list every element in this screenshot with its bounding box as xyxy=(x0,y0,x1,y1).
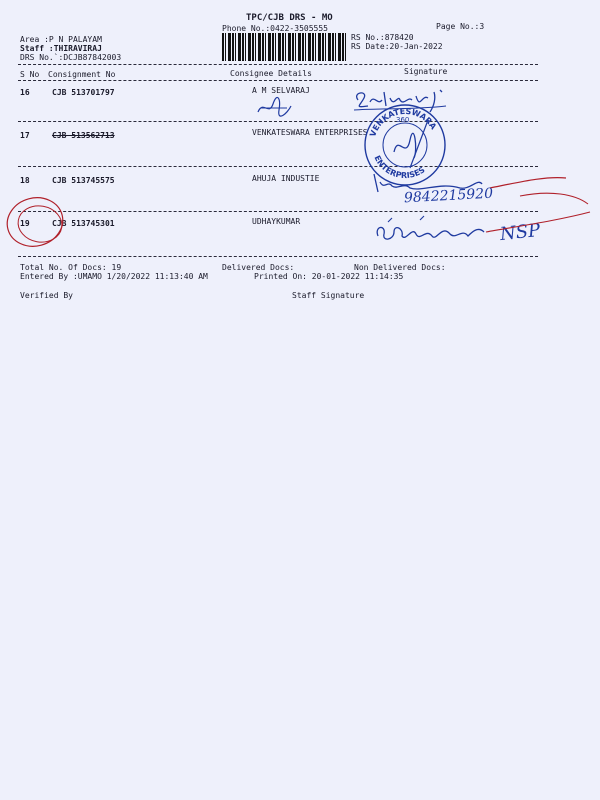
row-sno: 17 xyxy=(20,131,30,140)
row-divider xyxy=(18,166,538,167)
row-sno: 18 xyxy=(20,176,30,185)
row-sno: 19 xyxy=(20,219,30,228)
rs-number: RS No.:878420 xyxy=(351,33,414,42)
col-signature: Signature xyxy=(404,67,448,76)
printed-on: Printed On: 20-01-2022 11:14:35 xyxy=(254,272,404,281)
non-delivered-docs: Non Delivered Docs: xyxy=(354,263,446,272)
col-consignee: Consignee Details xyxy=(230,69,312,78)
rs-date: RS Date:20-Jan-2022 xyxy=(351,42,443,51)
col-consignment: Consignment No xyxy=(48,70,116,79)
row-consignment: CJB 513562713 xyxy=(52,131,115,140)
entered-by: Entered By :UMAMO 1/20/2022 11:13:40 AM xyxy=(20,272,208,281)
handwritten-phone: 9842215920 xyxy=(403,185,494,207)
staff-signature: Staff Signature xyxy=(292,291,365,300)
row-consignment: CJB 513745301 xyxy=(52,219,115,228)
document-title: TPC/CJB DRS - MO xyxy=(246,13,333,23)
phone-number: Phone No.:0422-3505555 xyxy=(222,24,328,33)
col-sno: S No xyxy=(20,70,40,79)
total-docs: Total No. Of Docs: 19 xyxy=(20,263,122,272)
barcode xyxy=(222,33,347,61)
signature-scribble-16 xyxy=(255,96,295,118)
delivered-docs: Delivered Docs: xyxy=(222,263,295,272)
header-divider xyxy=(18,64,538,65)
row-consignee: UDHAYKUMAR xyxy=(252,217,301,226)
drs-number: DRS No.`:DCJB87842003 xyxy=(20,53,122,62)
verified-by: Verified By xyxy=(20,291,73,300)
page-number: Page No.:3 xyxy=(436,22,485,31)
row-consignment: CJB 513701797 xyxy=(52,88,115,97)
columns-divider xyxy=(18,80,538,81)
red-ink-marks xyxy=(0,190,600,260)
row-consignee: VENKATESWARA ENTERPRISES xyxy=(252,128,368,137)
handwritten-initials: NSP xyxy=(499,219,542,246)
row-consignment: CJB 513745575 xyxy=(52,176,115,185)
stamp-code: 360 xyxy=(396,116,410,124)
row-consignee: AHUJA INDUSTIE xyxy=(252,174,320,183)
row-divider xyxy=(18,121,538,122)
row-consignee: A M SELVARAJ xyxy=(252,86,310,95)
stamp-top-text: VENKATESWARA xyxy=(368,106,439,138)
area-label: Area :P N PALAYAM xyxy=(20,35,102,44)
staff-label: Staff :THIRAVIRAJ xyxy=(20,44,102,53)
row-sno: 16 xyxy=(20,88,30,97)
stamp-bottom-text: ENTERPRISES xyxy=(372,154,427,181)
